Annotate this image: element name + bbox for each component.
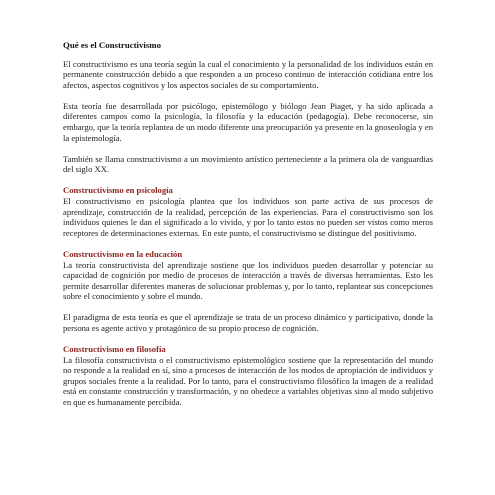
intro-paragraph-1: El constructivismo es una teoría según la cual el conocimiento y la personalidad de los individuos están en permanente construcción debido a que responden a un proceso continuo de interacción cotidiana entre los afectos, aspectos cognitivos y los aspectos sociales de su comportamiento. xyxy=(63,58,433,90)
intro-paragraph-2: Esta teoría fue desarrollada por psicólogo, epistemólogo y biólogo Jean Piaget, y ha sido aplicada a diferentes campos como la psicología, la filosofía y la educación (pedagogía). Debe reconocerse, sin embargo, que la teoría replantea de un modo diferente una preocupación ya presente en la gnoseología y en la epistemología. xyxy=(63,100,433,143)
section-educacion-paragraph-2: El paradigma de esta teoría es que el aprendizaje se trata de un proceso dinámico y participativo, donde la persona es agente activo y protagónico de su propio proceso de cognición. xyxy=(63,312,433,333)
intro-paragraph-3: También se llama constructivismo a un movimiento artístico perteneciente a la primera ola de vanguardias del siglo XX. xyxy=(63,153,433,175)
section-heading-educacion: Constructivismo en la educación xyxy=(63,248,183,259)
section-filosofia-paragraph-1: La filosofía constructivista o el constructivismo epistemológico sostiene que la representación del mundo no responde a la realidad en sí, sino a procesos de interacción de los modos de apropiación de individuos y grupos sociales frente a la realidad. Por lo tanto, para el constructivismo filosófico la imagen de a realidad está en constante construcción y transformación, y no obedece a variables objetivas sino al modo subjetivo en que es humanamente percibida. xyxy=(63,354,433,408)
section-educacion-paragraph-1: La teoría constructivista del aprendizaje sostiene que los individuos pueden desarrollar y potenciar su capacidad de cognición por medio de procesos de interacción a través de diversas herramientas. Esto les permite desarrollar diferentes maneras de solucionar problemas y, por lo tanto, replantear sus concepciones sobre el conocimiento y sobre el mundo. xyxy=(63,259,433,302)
section-heading-filosofia: Constructivismo en filosofía xyxy=(63,344,166,355)
document-title: Qué es el Constructivismo xyxy=(63,40,161,50)
section-heading-psicologia: Constructivismo en psicología xyxy=(63,185,173,196)
section-psicologia-paragraph-1: El constructivismo en psicología plantea que los individuos son parte activa de sus procesos de aprendizaje, construcción de la realidad, percepción de las experiencias. Para el constructivismo son los individuos quienes le dan el significado a lo vivido, y por lo tanto estos no pueden ser vistos como meros receptores de determinaciones externas. En este punto, el constructivismo se distingue del positivismo. xyxy=(63,196,433,238)
